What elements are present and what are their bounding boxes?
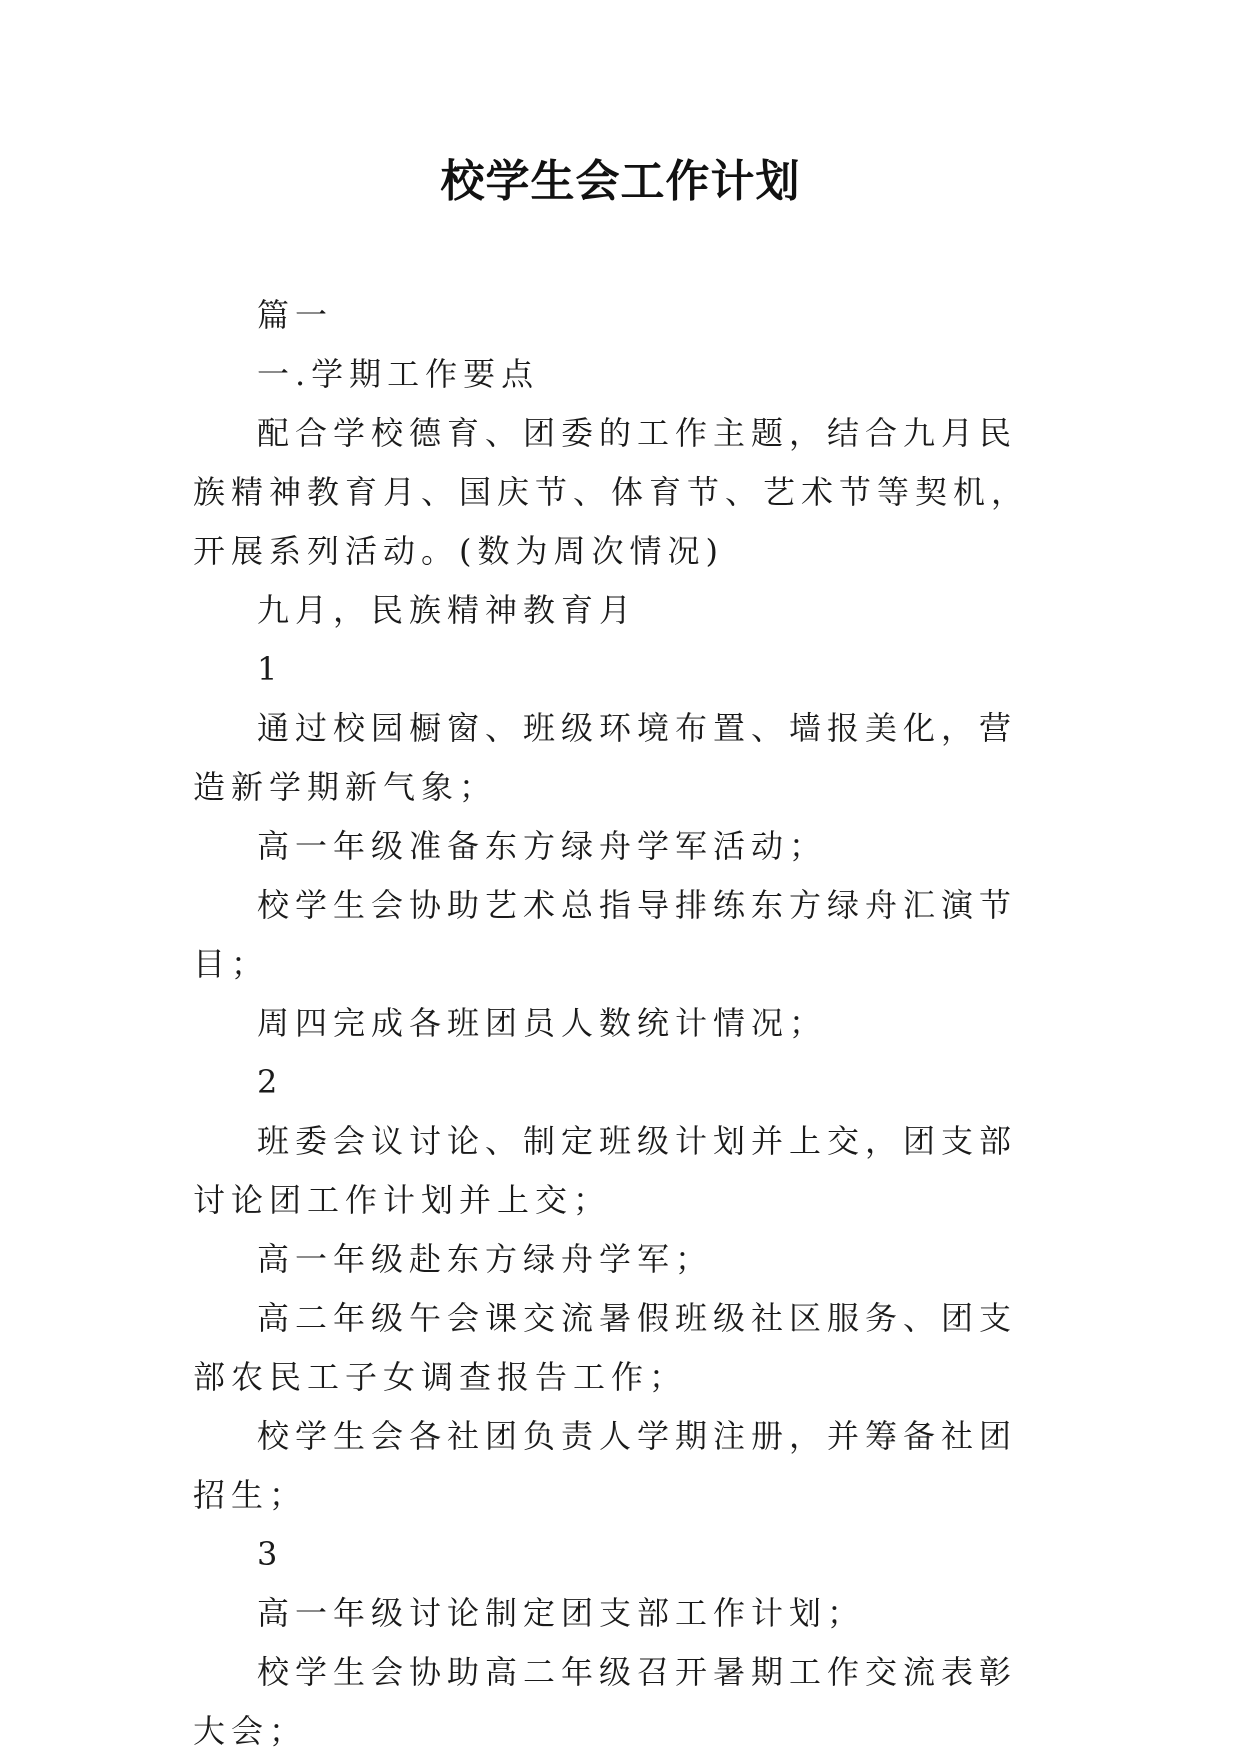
document-body [193,286,1053,1761]
paragraph: 校学生会各社团负责人学期注册，并筹备社团招生； [193,1417,1018,1514]
paragraph: 高一年级赴东方绿舟学军； [257,1240,714,1278]
week-number: 1 [257,650,284,688]
paragraph: 配合学校德育、团委的工作主题，结合九月民族精神教育月、国庆节、体育节、艺术节等契机，开展系列活动。(数为周次情况) [193,414,1030,570]
paragraph: 通过校园橱窗、班级环境布置、墙报美化，营造新学期新气象； [193,709,1018,806]
paragraph: 高一年级准备东方绿舟学军活动； [257,827,828,865]
week-number: 2 [257,1063,284,1101]
subsection-heading: 一.学期工作要点 [257,355,540,393]
week-number: 3 [257,1535,284,1573]
paragraph: 班委会议讨论、制定班级计划并上交，团支部讨论团工作计划并上交； [193,1122,1018,1219]
document-title: 校学生会工作计划 [440,156,801,207]
paragraph: 校学生会协助艺术总指导排练东方绿舟汇演节目； [193,886,1018,983]
paragraph: 周四完成各班团员人数统计情况； [257,1004,828,1042]
month-heading: 九月，民族精神教育月 [257,591,638,629]
section-heading: 篇一 [257,296,334,334]
paragraph: 高一年级讨论制定团支部工作计划； [257,1594,866,1632]
paragraph: 高二年级午会课交流暑假班级社区服务、团支部农民工子女调查报告工作； [193,1299,1018,1396]
paragraph: 校学生会协助高二年级召开暑期工作交流表彰大会； [193,1653,1018,1750]
